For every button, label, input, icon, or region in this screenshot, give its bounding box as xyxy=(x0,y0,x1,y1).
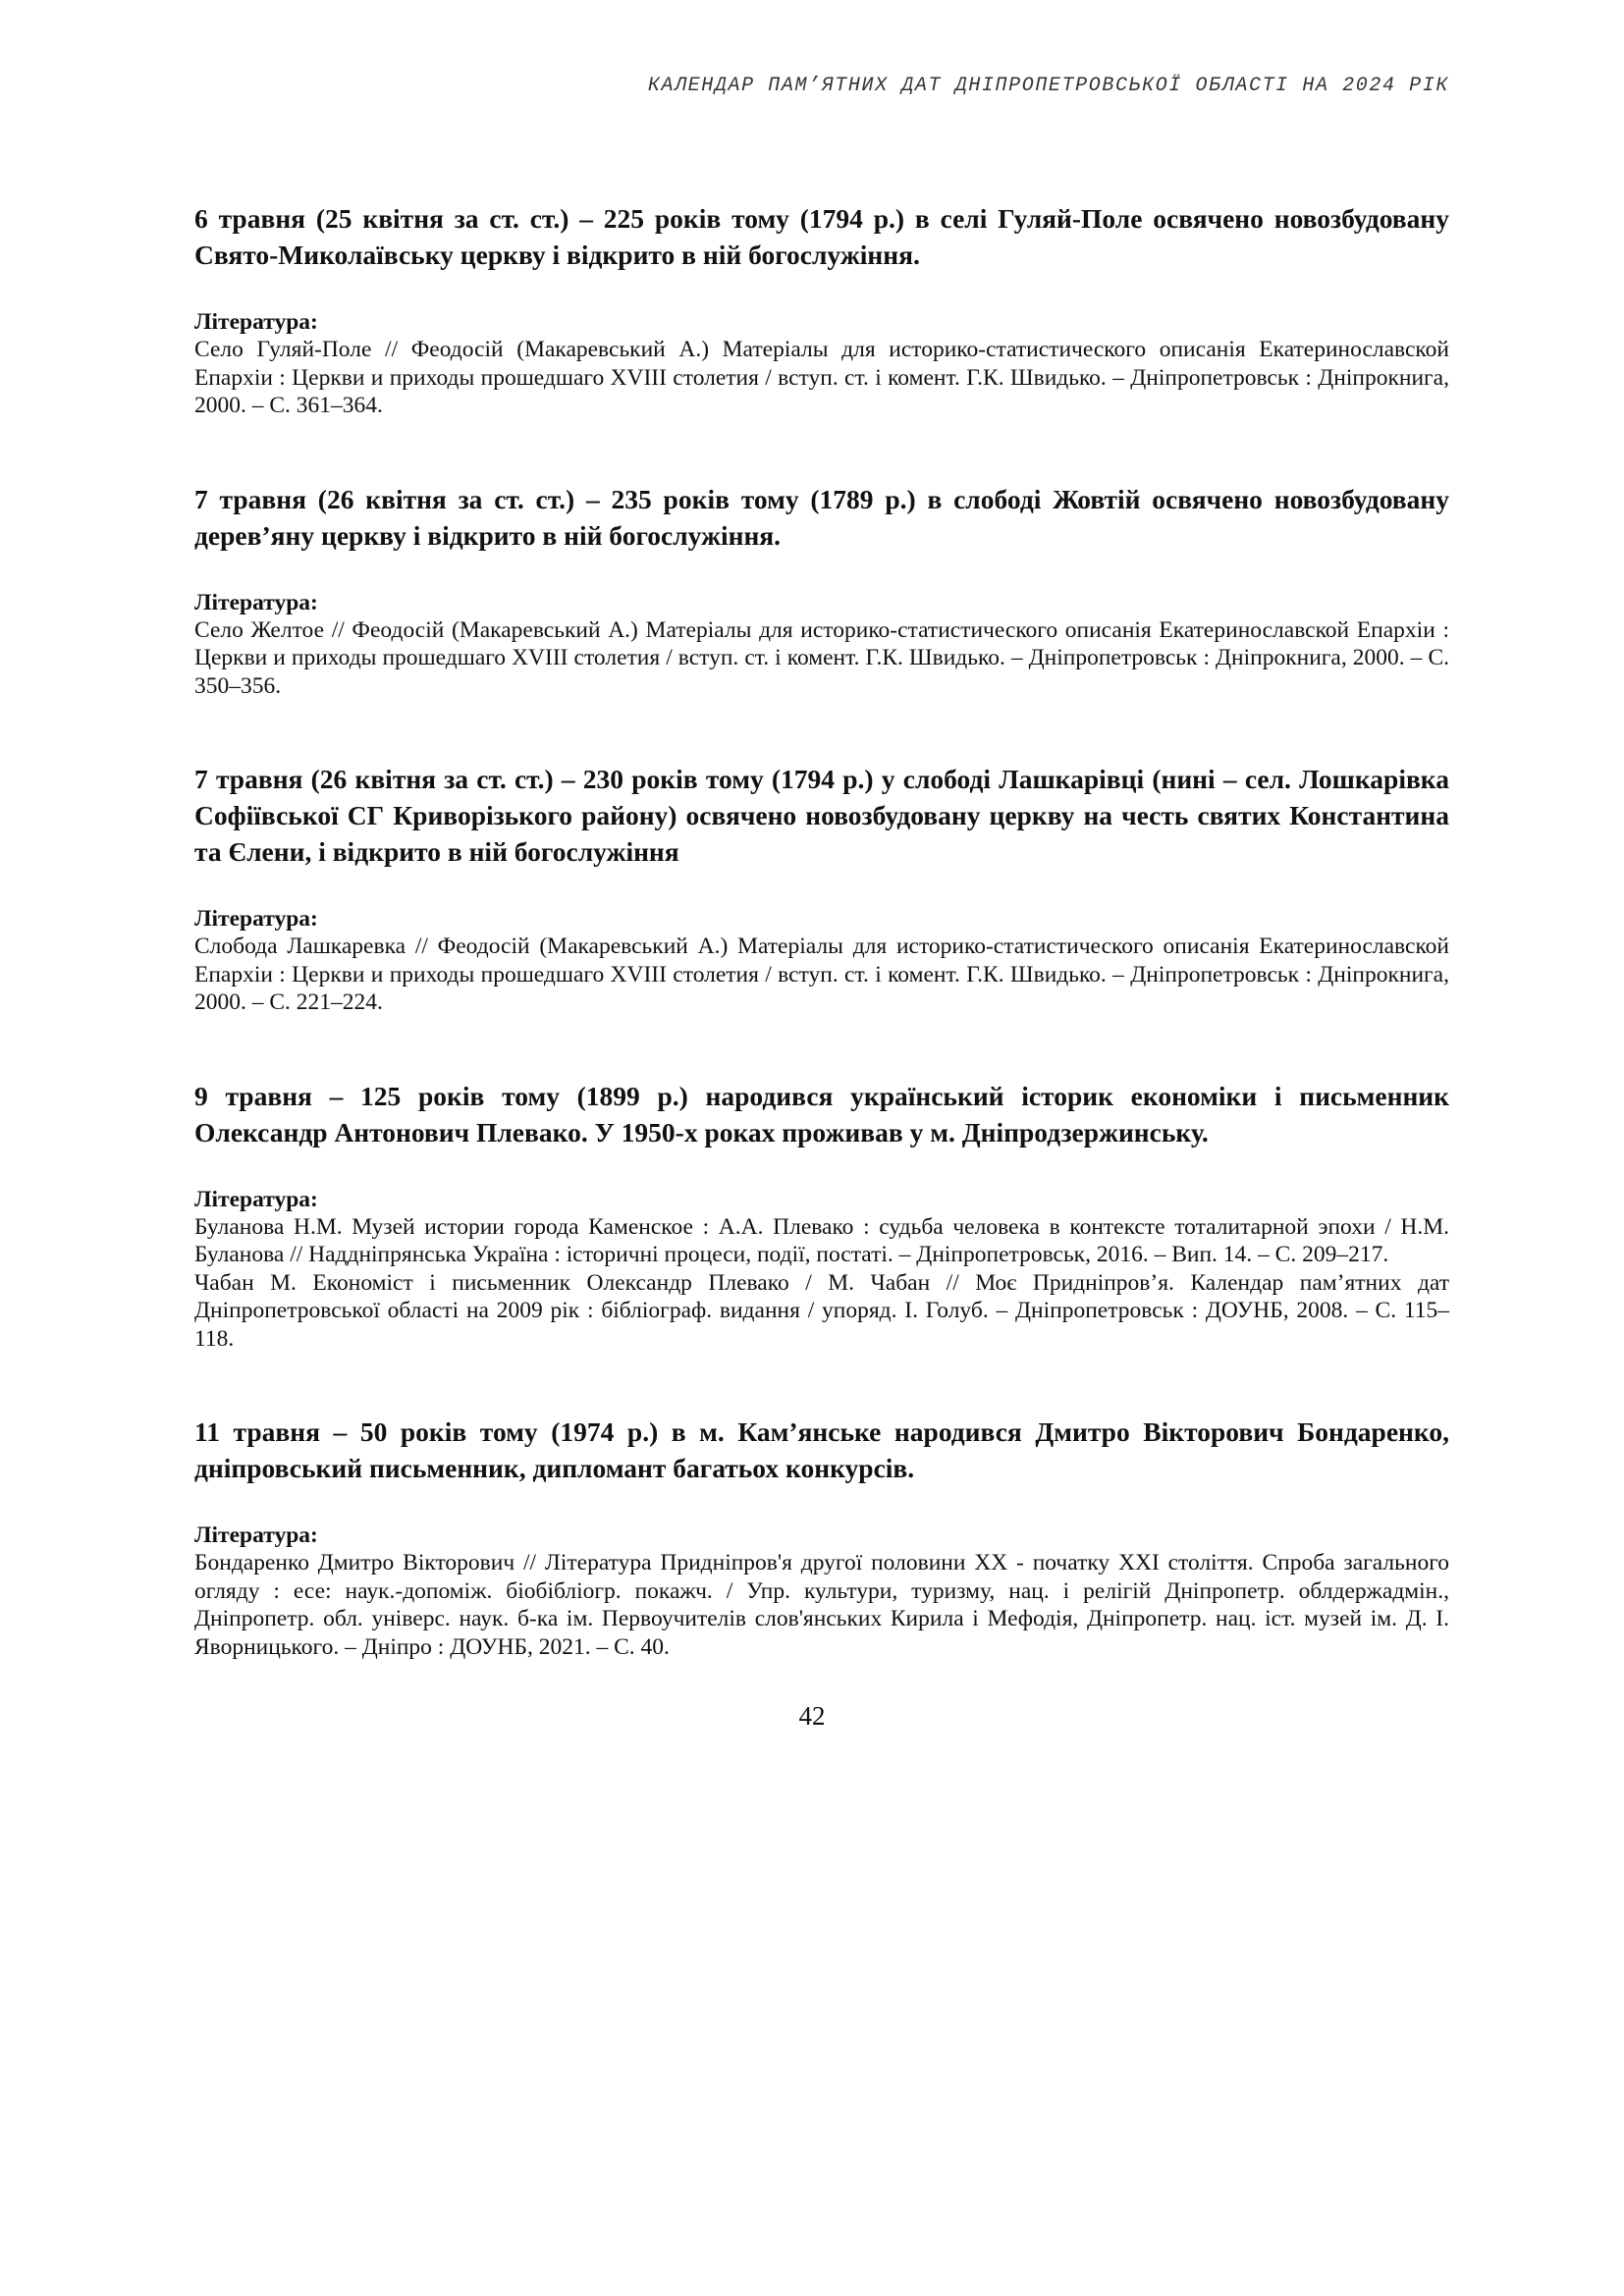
literature-heading: Література: xyxy=(194,906,318,932)
literature-heading: Література: xyxy=(194,1186,318,1212)
literature-item: Чабан М. Економіст і письменник Олександр Плевако / М. Чабан // Моє Придніпров’я. Календар пам’ятних дат Дніпропетровської області на 2009 рік : бібліограф. видання / упоряд. І. Голуб. – Дніпропетровськ : ДОУНБ, 2008. – С. 115–118. xyxy=(194,1269,1449,1352)
calendar-entry xyxy=(194,761,1449,1017)
entry-title: 7 травня (26 квітня за ст. ст.) – 230 років тому (1794 р.) у слободі Лашкарівці (нині – сел. Лошкарівка Софіївської СГ Криворізького району) освячено новозбудовану церкву на честь святих Константина та Єлени, і відкрито в ній богослужіння xyxy=(194,764,1449,867)
calendar-entry xyxy=(194,481,1449,701)
page-number: 42 xyxy=(798,1701,826,1731)
entry-title: 7 травня (26 квітня за ст. ст.) – 235 років тому (1789 р.) в слободі Жовтій освячено новозбудовану дерев’яну церкву і відкрито в ній богослужіння. xyxy=(194,483,1449,551)
literature-heading: Література: xyxy=(194,589,318,615)
literature-item: Слобода Лашкаревка // Феодосій (Макаревський А.) Матеріалы для историко-статистического описанія Екатеринославской Епархіи : Церкви и приходы прошедшаго XVIII столетия / вступ. ст. і комент. Г.К. Швидько. – Дніпропетровськ : Дніпрокнига, 2000. – С. 221–224. xyxy=(194,934,1449,1015)
calendar-entry xyxy=(194,1414,1449,1661)
literature-item: Село Гуляй-Поле // Феодосій (Макаревський А.) Матеріалы для историко-статистического описанія Екатеринославской Епархіи : Церкви и приходы прошедшаго XVIII столетия / вступ. ст. і комент. Г.К. Швидько. – Дніпропетровськ : Дніпрокнига, 2000. – С. 361–364. xyxy=(194,337,1449,418)
page-content xyxy=(194,200,1449,1722)
entry-title: 6 травня (25 квітня за ст. ст.) – 225 років тому (1794 р.) в селі Гуляй-Поле освячено новозбудовану Свято-Миколаївську церкву і відкрито в ній богослужіння. xyxy=(194,203,1449,270)
entry-title: 9 травня – 125 років тому (1899 р.) народився український історик економіки і письменник Олександр Антонович Плевако. У 1950-х роках проживав у м. Дніпродзержинську. xyxy=(194,1080,1449,1148)
literature-heading: Література: xyxy=(194,1522,318,1548)
calendar-entry xyxy=(194,1078,1449,1354)
calendar-entry xyxy=(194,200,1449,420)
literature-item: Буланова Н.М. Музей истории города Каменское : А.А. Плевако : судьба человека в контексте тоталитарной эпохи / Н.М. Буланова // Наддніпрянська Україна : історичні процеси, події, постаті. – Дніпропетровськ, 2016. – Вип. 14. – С. 209–217. xyxy=(194,1213,1449,1267)
literature-item: Село Желтое // Феодосій (Макаревський А.) Матеріалы для историко-статистического описанія Екатеринославской Епархіи : Церкви и приходы прошедшаго XVIII столетия / вступ. ст. і комент. Г.К. Швидько. – Дніпропетровськ : Дніпрокнига, 2000. – С. 350–356. xyxy=(194,616,1449,699)
entry-title: 11 травня – 50 років тому (1974 р.) в м. Кам’янське народився Дмитро Вікторович Бондаренко, дніпровський письменник, дипломант багатьох конкурсів. xyxy=(194,1416,1449,1483)
running-header: КАЛЕНДАР ПАМ’ЯТНИХ ДАТ ДНІПРОПЕТРОВСЬКОЇ ОБЛАСТІ НА 2024 РІК xyxy=(647,75,1449,97)
literature-item: Бондаренко Дмитро Вікторович // Література Придніпров'я другої половини ХХ - початку ХХІ століття. Спроба загального огляду : есе: наук.-допоміж. біобібліогр. покажч. / Упр. культури, туризму, нац. і релігій Дніпропетр. облдержадмін., Дніпропетр. обл. універс. наук. б-ка ім. Первоучителів слов'янських Кирила і Мефодія, Дніпропетр. нац. іст. музей ім. Д. І. Яворницького. – Дніпро : ДОУНБ, 2021. – С. 40. xyxy=(194,1550,1449,1660)
literature-heading: Література: xyxy=(194,309,318,335)
